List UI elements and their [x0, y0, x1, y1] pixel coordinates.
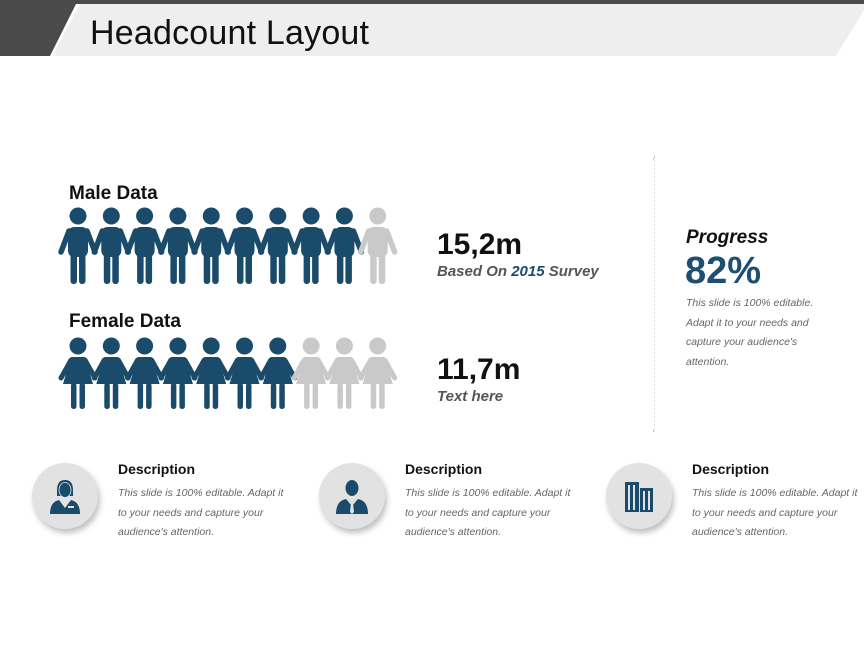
progress-value: 82% [685, 250, 762, 292]
person-filled-icon [94, 338, 128, 410]
person-filled-icon [294, 208, 328, 285]
person-empty-icon [327, 338, 361, 410]
person-filled-icon [228, 208, 262, 285]
person-filled-icon [261, 208, 295, 285]
person-filled-icon [94, 208, 128, 285]
person-filled-icon [128, 338, 162, 410]
person-filled-icon [161, 338, 195, 410]
person-filled-icon [61, 208, 95, 285]
female-note: Text here [437, 388, 504, 405]
person-filled-icon [194, 208, 228, 285]
businesswoman-icon-circle [32, 463, 98, 529]
vertical-divider [653, 154, 655, 432]
person-filled-icon [128, 208, 162, 285]
person-filled-icon [194, 338, 228, 410]
person-filled-icon [261, 338, 295, 410]
female-value: 11,7m [437, 353, 521, 386]
office-building-icon-circle [606, 463, 672, 529]
male-value: 15,2m [437, 228, 523, 261]
person-empty-icon [361, 338, 395, 410]
description-1-title: Description [118, 461, 196, 477]
page-title: Headcount Layout [90, 14, 370, 52]
female-data-label: Female Data [69, 311, 181, 332]
businessman-icon-circle [319, 463, 385, 529]
male-data-label: Male Data [69, 183, 158, 204]
businessman-icon [332, 476, 372, 516]
person-empty-icon [361, 208, 395, 285]
title-bar [0, 0, 864, 56]
female-figures [58, 336, 403, 412]
description-3-title: Description [692, 461, 770, 477]
person-filled-icon [228, 338, 262, 410]
description-3-text: This slide is 100% editable. Adapt it to your needs and capture your audience's attention. [692, 487, 858, 538]
male-figures [58, 206, 403, 288]
description-1-text: This slide is 100% editable. Adapt it to your needs and capture your audience's attention. [118, 487, 284, 538]
businesswoman-icon [45, 476, 85, 516]
person-filled-icon [61, 338, 95, 410]
office-building-icon [619, 476, 659, 516]
male-note: Based On 2015 Survey [437, 263, 599, 280]
person-filled-icon [161, 208, 195, 285]
progress-text: This slide is 100% editable. Adapt it to your needs and capture your audience's attention. [686, 297, 814, 368]
person-filled-icon [327, 208, 361, 285]
person-empty-icon [294, 338, 328, 410]
description-2-text: This slide is 100% editable. Adapt it to your needs and capture your audience's attention. [405, 487, 571, 538]
description-2-title: Description [405, 461, 483, 477]
progress-label: Progress [686, 227, 769, 248]
